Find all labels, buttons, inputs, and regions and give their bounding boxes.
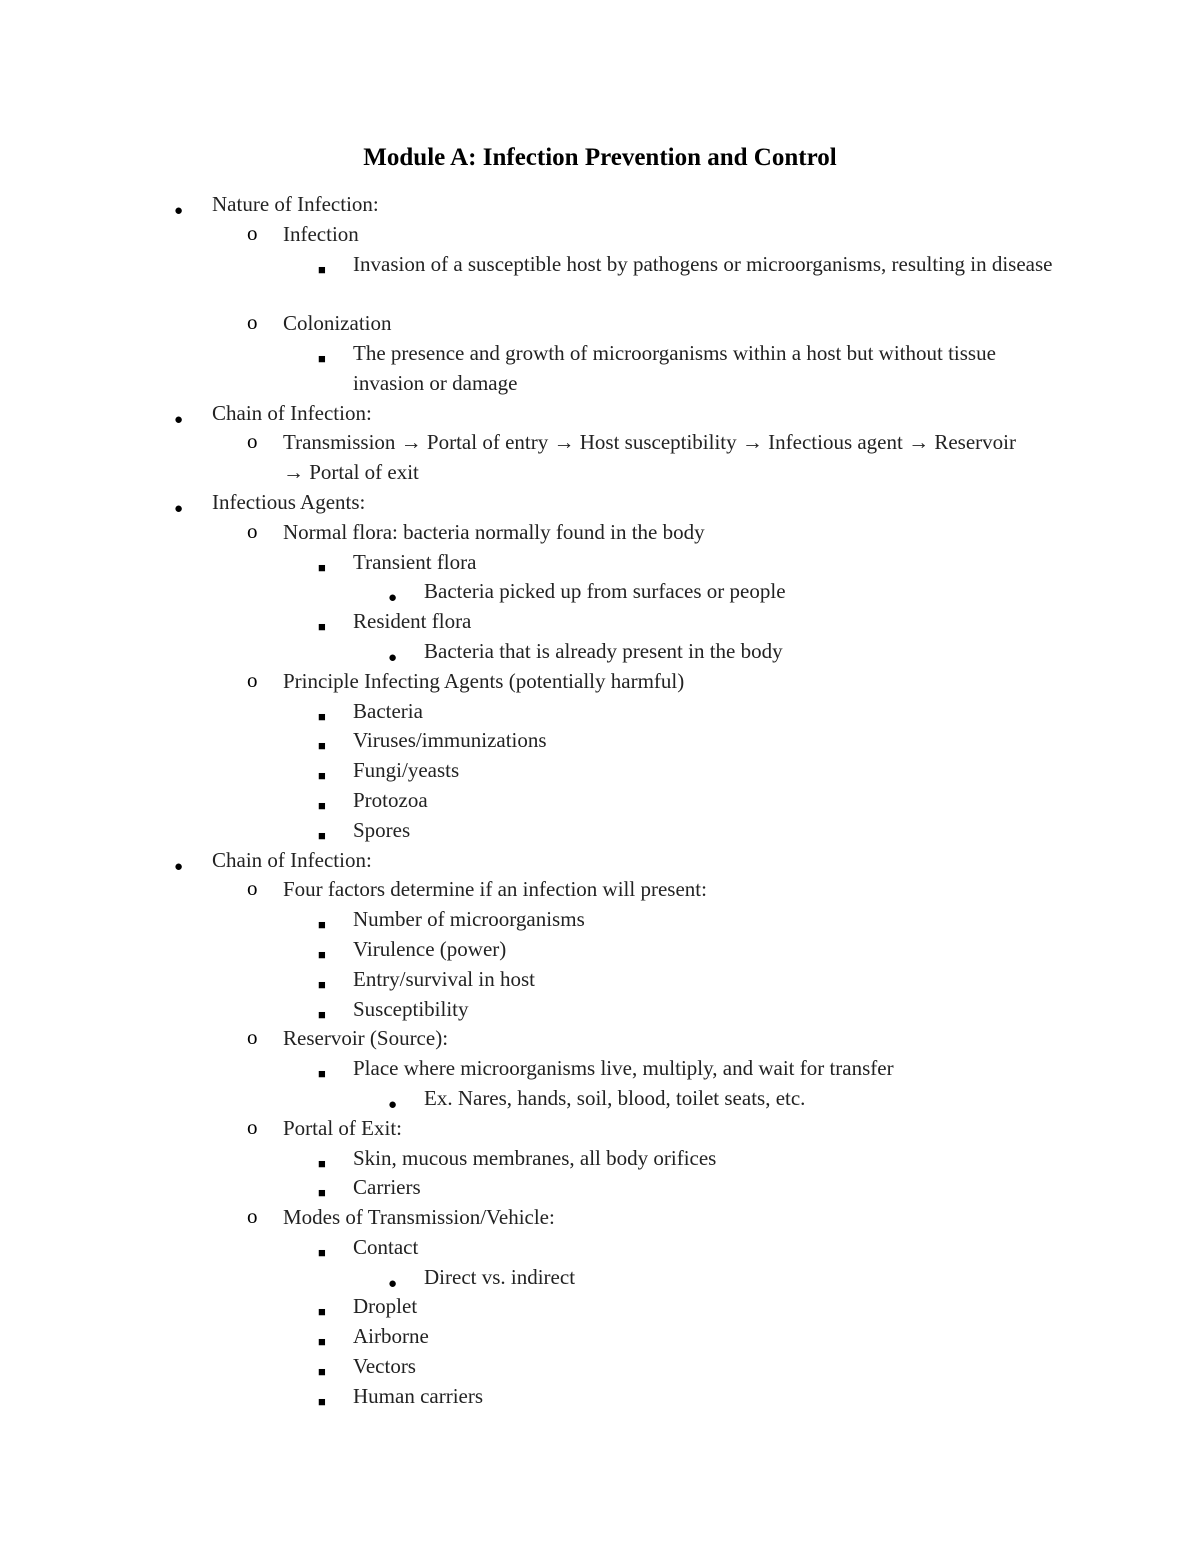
outline-item-text: Susceptibility — [353, 996, 469, 1021]
outline-item-level2 — [0, 309, 1200, 339]
bullet-marker: ■ — [318, 797, 326, 813]
outline-item-text: Bacteria that is already present in the body — [424, 638, 783, 663]
outline-item-level3 — [0, 995, 1200, 1025]
bullet-marker: ● — [174, 203, 184, 219]
outline-list — [0, 190, 1200, 1412]
outline-item-text: Spores — [353, 817, 411, 842]
outline-item-text: Principle Infecting Agents (potentially harmful) — [283, 668, 685, 693]
outline-item-text: Four factors determine if an infection will present: — [283, 877, 707, 902]
bullet-marker: o — [247, 876, 258, 901]
bullet-marker: o — [247, 220, 258, 245]
bullet-marker: ■ — [318, 1006, 326, 1022]
bullet-marker: o — [247, 310, 258, 335]
bullet-marker: ● — [388, 649, 398, 666]
outline-item-text: Portal of Exit: — [283, 1115, 402, 1140]
outline-item-level2 — [0, 518, 1200, 548]
outline-item-level3 — [0, 548, 1200, 578]
outline-item-level3 — [0, 1144, 1200, 1174]
outline-item-level2 — [0, 875, 1200, 905]
bullet-marker: ■ — [318, 1364, 326, 1380]
outline-item-text: Transmission → Portal of entry → Host susceptibility → Infectious agent → Reservoir → Portal of exit — [283, 430, 1016, 485]
outline-item-level2 — [0, 428, 1200, 488]
outline-item-level3 — [0, 697, 1200, 727]
outline-item-level3 — [0, 607, 1200, 637]
bullet-marker: ■ — [318, 559, 326, 575]
document-title: Module A: Infection Prevention and Control — [363, 144, 837, 171]
outline-item-text: Human carriers — [353, 1383, 484, 1408]
outline-item-text: Airborne — [353, 1324, 429, 1349]
outline-item-level1 — [0, 488, 1200, 518]
bullet-marker: o — [247, 1025, 258, 1050]
outline-item-level2 — [0, 1114, 1200, 1144]
bullet-marker: ■ — [318, 350, 326, 366]
outline-item-level3 — [0, 965, 1200, 995]
bullet-marker: ■ — [318, 1334, 326, 1350]
outline-item-text: Colonization — [283, 311, 392, 336]
bullet-marker: ■ — [318, 1244, 326, 1260]
bullet-marker: ● — [174, 858, 184, 875]
outline-item-text: Droplet — [353, 1294, 418, 1319]
outline-item-level3 — [0, 339, 1200, 399]
outline-item-level3 — [0, 1352, 1200, 1382]
outline-item-text: Chain of Infection: — [212, 847, 372, 872]
outline-item-text: Vectors — [353, 1354, 416, 1379]
bullet-marker: o — [247, 1114, 258, 1139]
outline-item-level3 — [0, 1054, 1200, 1084]
bullet-marker: ● — [388, 1096, 398, 1113]
outline-item-text: Fungi/yeasts — [353, 758, 460, 783]
bullet-marker: ■ — [318, 946, 326, 962]
bullet-marker: ■ — [318, 738, 326, 754]
outline-item-level3 — [0, 1322, 1200, 1352]
outline-item-text: The presence and growth of microorganisms within a host but without tissue invasion or damage — [353, 340, 996, 395]
outline-item-text: Entry/survival in host — [353, 966, 535, 991]
outline-item-level4 — [0, 637, 1200, 667]
outline-item-level4 — [0, 1263, 1200, 1293]
outline-item-level1 — [0, 399, 1200, 429]
outline-item-text: Protozoa — [353, 787, 428, 812]
outline-item-level3 — [0, 935, 1200, 965]
bullet-marker: ● — [388, 1275, 398, 1292]
outline-item-text: Viruses/immunizations — [353, 728, 547, 753]
bullet-marker: ● — [388, 590, 398, 607]
bullet-marker: ■ — [318, 1393, 326, 1409]
outline-item-text: Chain of Infection: — [212, 400, 372, 425]
outline-item-level3 — [0, 756, 1200, 786]
outline-item-text: Infection — [283, 221, 359, 246]
outline-item-level2 — [0, 1203, 1200, 1233]
outline-item-text: Skin, mucous membranes, all body orifices — [353, 1145, 717, 1170]
outline-item-level3 — [0, 250, 1200, 310]
bullet-marker: ■ — [318, 1155, 326, 1171]
bullet-marker: o — [247, 518, 258, 543]
outline-item-text: Virulence (power) — [353, 936, 507, 961]
bullet-marker: ■ — [318, 1185, 326, 1201]
outline-item-text: Contact — [353, 1234, 419, 1259]
outline-item-level2 — [0, 667, 1200, 697]
outline-item-text: Ex. Nares, hands, soil, blood, toilet seats, etc. — [424, 1085, 806, 1110]
outline-item-level3 — [0, 1233, 1200, 1263]
outline-item-text: Modes of Transmission/Vehicle: — [283, 1205, 555, 1230]
outline-item-text: Normal flora: bacteria normally found in the body — [283, 519, 705, 544]
outline-item-level1 — [0, 190, 1200, 220]
bullet-marker: ■ — [318, 827, 326, 843]
bullet-marker: ■ — [318, 768, 326, 784]
bullet-marker: ■ — [318, 261, 326, 277]
outline-item-text: Bacteria — [353, 698, 423, 723]
bullet-marker: ● — [174, 411, 184, 428]
outline-item-text: Carriers — [353, 1175, 421, 1200]
outline-item-level2 — [0, 220, 1200, 250]
outline-item-text: Bacteria picked up from surfaces or people — [424, 579, 786, 604]
outline-item-level3 — [0, 1173, 1200, 1203]
bullet-marker: ■ — [318, 917, 326, 933]
outline-item-text: Transient flora — [353, 549, 477, 574]
outline-item-level3 — [0, 1382, 1200, 1412]
outline-item-level4 — [0, 1084, 1200, 1114]
outline-item-text: Direct vs. indirect — [424, 1264, 576, 1289]
outline-item-level2 — [0, 1024, 1200, 1054]
bullet-marker: ■ — [318, 708, 326, 724]
outline-item-text: Number of microorganisms — [353, 907, 585, 932]
outline-item-level3 — [0, 816, 1200, 846]
outline-item-text: Invasion of a susceptible host by pathogens or microorganisms, resulting in disease — [353, 251, 1053, 276]
bullet-marker: o — [247, 1204, 258, 1229]
outline-item-text: Place where microorganisms live, multiply, and wait for transfer — [353, 1056, 894, 1081]
outline-item-level3 — [0, 905, 1200, 935]
outline-item-text: Resident flora — [353, 609, 472, 634]
bullet-marker: ■ — [318, 619, 326, 635]
bullet-marker: ● — [174, 500, 184, 517]
bullet-marker: ■ — [318, 976, 326, 992]
outline-item-text: Reservoir (Source): — [283, 1026, 449, 1051]
outline-item-level1 — [0, 846, 1200, 876]
bullet-marker: ■ — [318, 1304, 326, 1320]
outline-item-text: Infectious Agents: — [212, 489, 366, 514]
outline-item-level3 — [0, 726, 1200, 756]
bullet-marker: o — [247, 667, 258, 692]
outline-item-level3 — [0, 786, 1200, 816]
outline-item-level4 — [0, 577, 1200, 607]
bullet-marker: ■ — [318, 1066, 326, 1082]
outline-item-text: Nature of Infection: — [212, 192, 379, 216]
bullet-marker: o — [247, 429, 258, 454]
outline-item-level3 — [0, 1292, 1200, 1322]
